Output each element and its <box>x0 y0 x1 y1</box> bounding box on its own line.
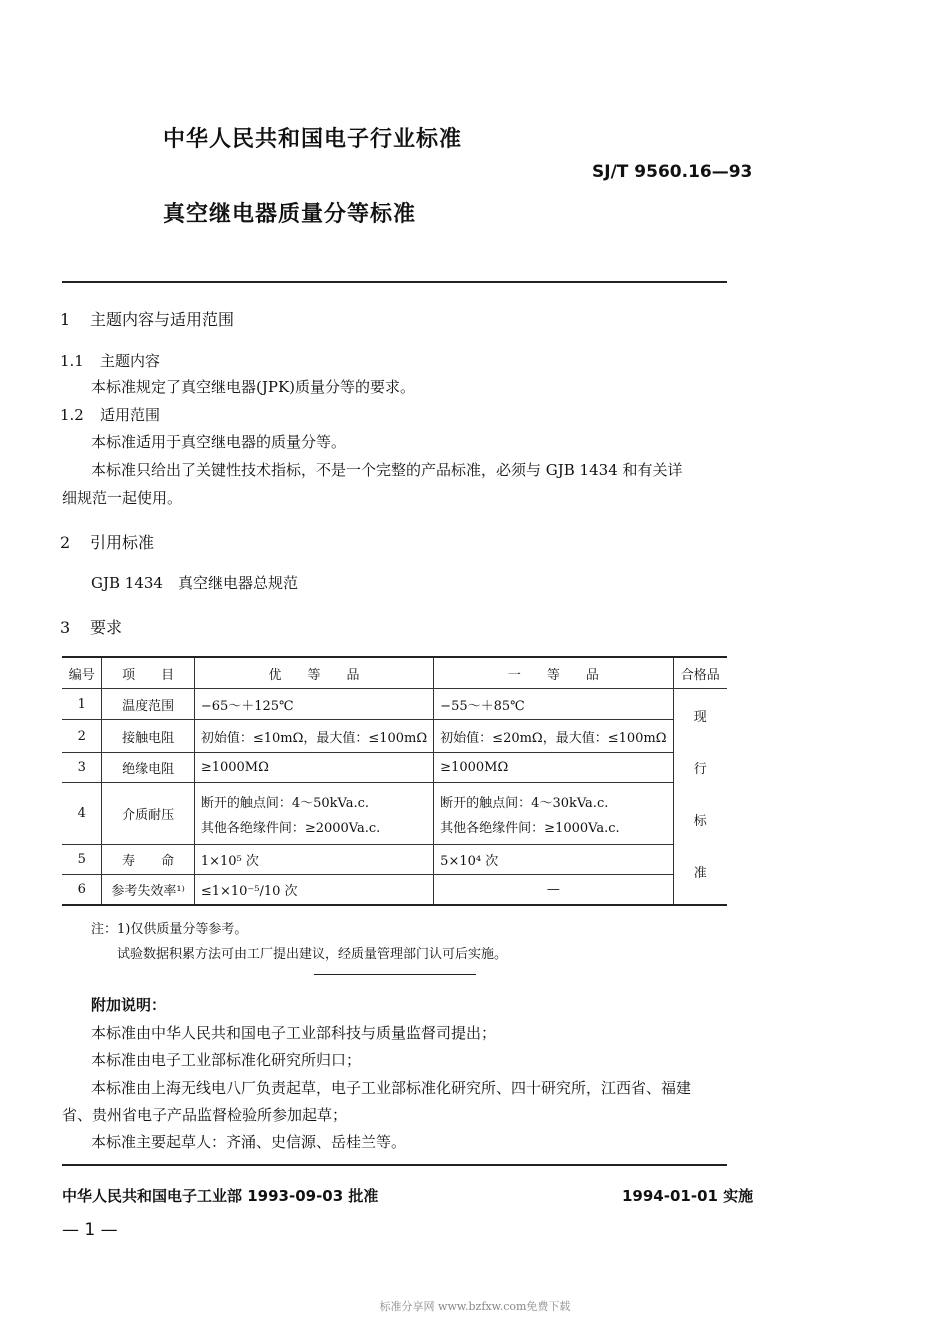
footer-rule <box>62 1164 727 1166</box>
page-number: — 1 — <box>62 1220 118 1240</box>
row-no: 5 <box>62 845 102 875</box>
row-first-class: — <box>434 875 673 905</box>
standard-code: SJ/T 9560.16—93 <box>592 162 753 182</box>
header-qualified: 合格品 <box>673 657 727 689</box>
table-header-row <box>62 657 727 689</box>
section-1-2-heading: 1.2 适用范围 <box>60 406 161 424</box>
row-no: 4 <box>62 783 102 845</box>
section-1-1-text: 本标准规定了真空继电器(JPK)质量分等的要求。 <box>91 378 416 396</box>
table-note-2: 试验数据积累方法可由工厂提出建议，经质量管理部门认可后实施。 <box>117 947 508 962</box>
row-first-class: 初始值：≤20mΩ，最大值：≤100mΩ <box>434 720 673 753</box>
row-no: 2 <box>62 720 102 753</box>
requirements-table <box>62 656 727 906</box>
excellent-line1: 断开的触点间：4～50kVa.c. <box>200 795 369 811</box>
first-line2: 其他各绝缘件间：≥1000Va.c. <box>440 820 620 836</box>
header-excellent: 优 等 品 <box>194 657 433 689</box>
appendix-line: 省、贵州省电子产品监督检验所参加起草； <box>62 1106 348 1124</box>
section-2-reference: GJB 1434 真空继电器总规范 <box>91 574 298 592</box>
header-rule <box>62 281 727 283</box>
table-note-1: 注：1)仅供质量分等参考。 <box>91 922 248 937</box>
first-line1: 断开的触点间：4～30kVa.c. <box>440 795 609 811</box>
table-row <box>62 689 727 720</box>
section-2-heading: 2 引用标准 <box>60 533 155 552</box>
table-row <box>62 845 727 875</box>
row-item: 接触电阻 <box>102 720 194 753</box>
table-row <box>62 753 727 783</box>
section-1-2-text1: 本标准适用于真空继电器的质量分等。 <box>91 433 347 451</box>
section-1-2-text2-line2: 细规范一起使用。 <box>62 489 183 507</box>
row-excellent: −65～＋125℃ <box>194 689 433 720</box>
header-first-class: 一 等 品 <box>434 657 673 689</box>
row-excellent: 1×10⁵ 次 <box>194 845 433 875</box>
row-first-class: ≥1000MΩ <box>434 753 673 783</box>
notes-divider <box>314 974 476 975</box>
row-excellent: 初始值：≤10mΩ，最大值：≤100mΩ <box>194 720 433 753</box>
header-no: 编号 <box>62 657 102 689</box>
appendix-line: 本标准由中华人民共和国电子工业部科技与质量监督司提出； <box>91 1024 497 1042</box>
standard-organization: 中华人民共和国电子行业标准 <box>163 127 463 152</box>
row-item: 参考失效率¹⁾ <box>102 875 194 905</box>
table-row <box>62 720 727 753</box>
qualified-cell <box>673 689 727 905</box>
qualified-char: 行 <box>693 762 707 778</box>
row-excellent: ≤1×10⁻⁵/10 次 <box>194 875 433 905</box>
appendix-title: 附加说明： <box>91 996 167 1014</box>
table-row <box>62 783 727 845</box>
excellent-line2: 其他各绝缘件间：≥2000Va.c. <box>200 820 381 836</box>
row-first-class <box>434 783 673 845</box>
row-item: 绝缘电阻 <box>102 753 194 783</box>
qualified-char: 现 <box>693 710 707 726</box>
header-item: 项 目 <box>102 657 194 689</box>
row-excellent <box>194 783 433 845</box>
section-1-2-text2-line1: 本标准只给出了关键性技术指标，不是一个完整的产品标准，必须与 GJB 1434 和有关详 <box>91 461 683 479</box>
table-row <box>62 875 727 905</box>
qualified-char: 准 <box>693 866 707 882</box>
row-no: 1 <box>62 689 102 720</box>
approval-line: 中华人民共和国电子工业部 1993-09-03 批准 <box>62 1187 379 1205</box>
row-first-class: −55～＋85℃ <box>434 689 673 720</box>
row-excellent: ≥1000MΩ <box>194 753 433 783</box>
watermark: 标准分享网 www.bzfxw.com免费下载 <box>379 1300 571 1313</box>
effective-date: 1994-01-01 实施 <box>622 1187 754 1205</box>
appendix-line: 本标准主要起草人：齐涌、史信源、岳桂兰等。 <box>91 1133 407 1151</box>
section-1-1-heading: 1.1 主题内容 <box>60 352 161 370</box>
document-title: 真空继电器质量分等标准 <box>163 202 417 227</box>
row-no: 6 <box>62 875 102 905</box>
appendix-line: 本标准由上海无线电八厂负责起草，电子工业部标准化研究所、四十研究所，江西省、福建 <box>91 1079 692 1097</box>
row-item: 温度范围 <box>102 689 194 720</box>
row-item: 寿 命 <box>102 845 194 875</box>
qualified-char: 标 <box>693 814 707 830</box>
section-1-heading: 1 主题内容与适用范围 <box>60 310 235 329</box>
row-no: 3 <box>62 753 102 783</box>
row-first-class: 5×10⁴ 次 <box>434 845 673 875</box>
appendix-line: 本标准由电子工业部标准化研究所归口； <box>91 1051 362 1069</box>
section-3-heading: 3 要求 <box>60 618 123 637</box>
row-item: 介质耐压 <box>102 783 194 845</box>
